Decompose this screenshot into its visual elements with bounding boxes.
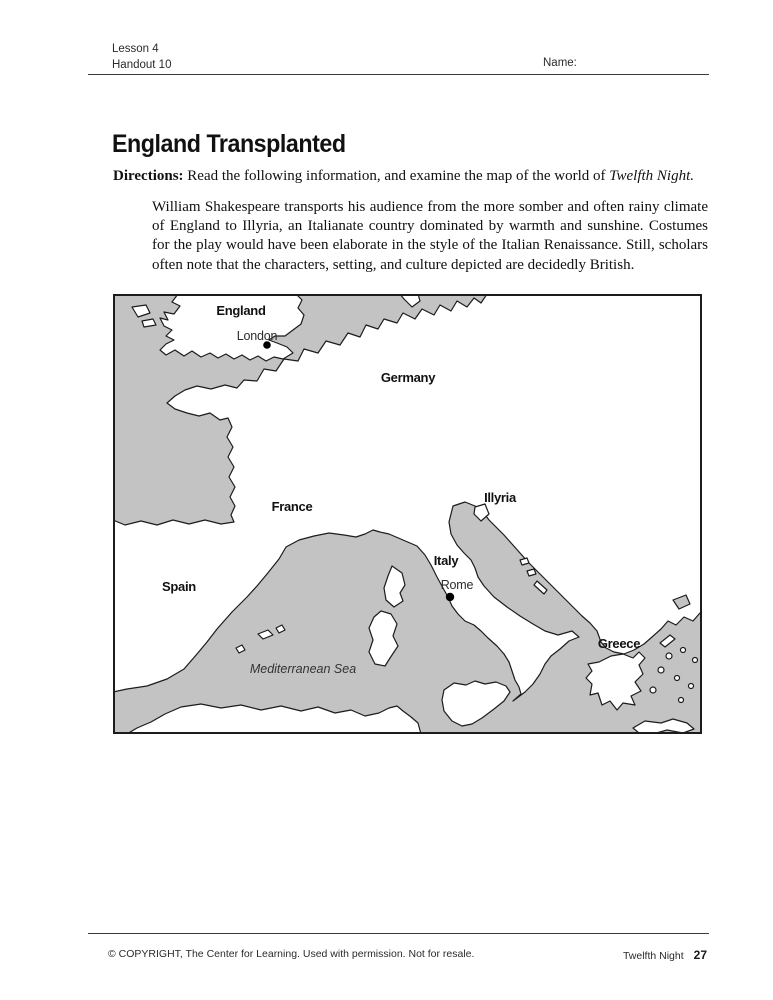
directions-play-title: Twelfth Night. [609, 168, 695, 184]
europe-map-figure [113, 294, 702, 734]
map-label-illyria: Illyria [484, 490, 516, 505]
footer-divider [88, 933, 709, 934]
atlantic-islet-2 [142, 319, 156, 327]
aegean-island-2 [681, 648, 686, 653]
map-label-italy: Italy [433, 553, 459, 568]
aegean-island-1 [666, 653, 672, 659]
directions-text: Read the following information, and examine the map of the world of [183, 168, 610, 184]
map-label-greece: Greece [597, 636, 641, 651]
copyright-notice: © COPYRIGHT, The Center for Learning. Used with permission. Not for resale. [108, 948, 475, 960]
rome-marker [446, 593, 454, 601]
aegean-island-5 [675, 676, 680, 681]
intro-paragraph: William Shakespeare transports his audience from the more somber and often rainy climate of England to Illyria, an Italianate country dominated by warmth and sunshine. Costumes for the play would have been elaborate in the style of the Italian Renaissance. Still, scholars often note that the characters, setting, and culture depicted are decidedly British. [152, 199, 708, 273]
name-label: Name: [543, 57, 577, 69]
map-label-france: France [271, 499, 313, 514]
directions-label: Directions: [113, 168, 184, 184]
aegean-island-7 [650, 687, 656, 693]
europe-map-svg [113, 294, 702, 734]
aegean-island-6 [689, 684, 694, 689]
map-label-rome: Rome [440, 578, 474, 592]
adriatic-island-2 [527, 569, 536, 576]
directions-line [113, 167, 707, 186]
handout-label: Handout 10 [112, 59, 172, 71]
footer-book-title: Twelfth Night [622, 950, 684, 962]
aegean-island-3 [693, 658, 698, 663]
page-title: England Transplanted [112, 130, 346, 158]
adriatic-island-1 [520, 558, 529, 565]
aegean-gulf-notch [673, 595, 690, 609]
footer-right [623, 948, 707, 962]
aegean-island-8 [679, 698, 684, 703]
map-label-london: London [236, 329, 278, 343]
map-label-mediterranean-sea: Mediterranean Sea [249, 662, 357, 676]
map-label-germany: Germany [380, 370, 436, 385]
header-divider [88, 74, 709, 75]
aegean-island-4 [658, 667, 664, 673]
footer-page-number: 27 [693, 948, 707, 962]
lesson-label: Lesson 4 [112, 43, 159, 55]
map-label-spain: Spain [162, 579, 196, 594]
map-label-england: England [216, 303, 266, 318]
